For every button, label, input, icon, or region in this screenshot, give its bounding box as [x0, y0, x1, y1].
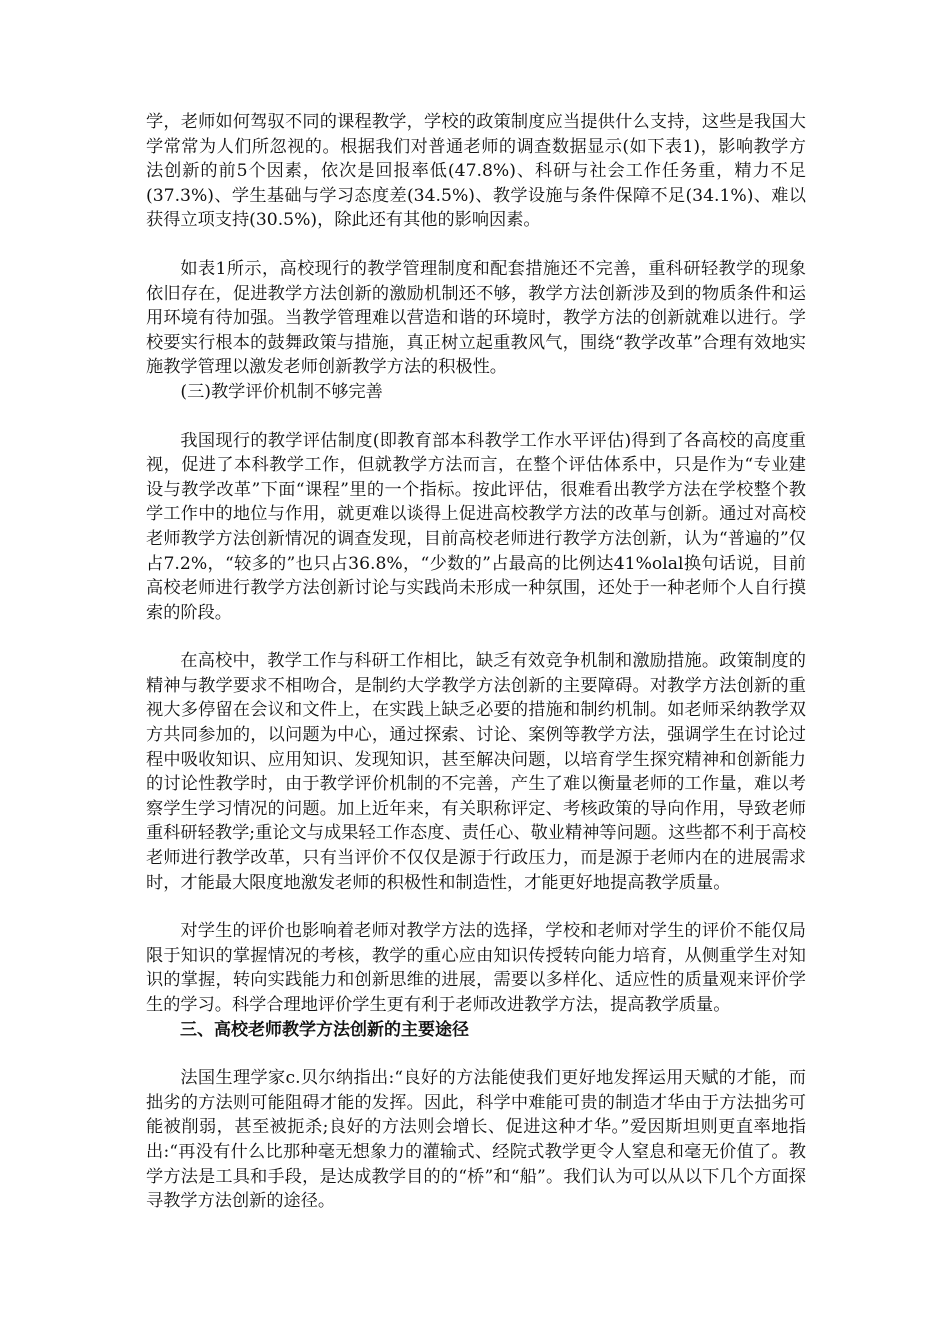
paragraph-incentive-mechanism: 在高校中，教学工作与科研工作相比，缺乏有效竞争机制和激励措施。政策制度的精神与教学要求不相吻合，是制约大学教学方法创新的主要障碍。对教学方法创新的重视大多停留在会议和文件上，在实践上缺乏必要的措施和制约机制。如老师采纳教学双方共同参加的，以问题为中心，通过探索、讨论、案例等教学方法，强调学生在讨论过程中吸收知识、应用知识、发现知识，甚至解决问题，以培育学生探究精神和创新能力的讨论性教学时，由于教学评价机制的不完善，产生了难以衡量老师的工作量，难以考察学生学习情况的问题。加上近年来，有关职称评定、考核政策的导向作用，导致老师重科研轻教学;重论文与成果轻工作态度、责任心、敬业精神等问题。这些都不利于高校老师进行教学改革，只有当评价不仅仅是源于行政压力，而是源于老师内在的进展需求时，才能最大限度地激发老师的积极性和制造性，才能更好地提高教学质量。: [146, 651, 806, 893]
paragraph-evaluation-system: 我国现行的教学评估制度(即教育部本科教学工作水平评估)得到了各高校的高度重视，促进了本科教学工作，但就教学方法而言，在整个评估体系中，只是作为“专业建设与教学改革”下面“课程”里的一个指标。按此评估，很难看出教学方法在学校整个教学工作中的地位与作用，就更难以谈得上促进高校教学方法的改革与创新。通过对高校老师教学方法创新情况的调查发现，目前高校老师进行教学方法创新，认为“普遍的”仅占7.2%，“较多的”也只占36.8%，“少数的”占最高的比例达41%olal换句话说，目前高校老师进行教学方法创新讨论与实践尚未形成一种氛围，还处于一种老师个人自行摸索的阶段。: [146, 430, 806, 623]
document-page: [146, 110, 806, 1214]
section-subheading: (三)教学评价机制不够完善: [180, 381, 383, 402]
section-heading: 三、高校老师教学方法创新的主要途径: [180, 1019, 469, 1040]
paragraph-student-evaluation: 对学生的评价也影响着老师对教学方法的选择，学校和老师对学生的评价不能仅局限于知识的掌握情况的考核，教学的重心应由知识传授转向能力培育，从侧重学生对知识的掌握，转向实践能力和创新思维的进展，需要以多样化、适应性的质量观来评价学生的学习。科学合理地评价学生更有利于老师改进教学方法，提高教学质量。: [146, 921, 806, 1015]
paragraph-continuation: 学，老师如何驾驭不同的课程教学，学校的政策制度应当提供什么支持，这些是我国大学常常为人们所忽视的。根据我们对普通老师的调查数据显示(如下表1)，影响教学方法创新的前5个因素，依次是回报率低(47.8%)、科研与社会工作任务重，精力不足(37.3%)、学生基础与学习态度差(34.5%)、教学设施与条件保障不足(34.1%)、难以获得立项支持(30.5%)，除此还有其他的影响因素。: [146, 112, 806, 231]
paragraph-table-discussion: 如表1所示，高校现行的教学管理制度和配套措施还不完善，重科研轻教学的现象依旧存在，促进教学方法创新的激励机制还不够，教学方法创新涉及到的物质条件和运用环境有待加强。当教学管理难以营造和谐的环境时，教学方法的创新就难以进行。学校要实行根本的鼓舞政策与措施，真正树立起重教风气，围绕“教学改革”合理有效地实施教学管理以激发老师创新教学方法的积极性。: [146, 258, 806, 378]
paragraph-bernard-quote: 法国生理学家c.贝尔纳指出:“良好的方法能使我们更好地发挥运用天赋的才能，而拙劣的方法则可能阻碍才能的发挥。因此，科学中难能可贵的制造才华由于方法拙劣可能被削弱，甚至被扼杀;良好的方法则会增长、促进这种才华。”爱因斯坦则更直率地指出:“再没有什么比那种毫无想象力的灌输式、经院式教学更令人窒息和毫无价值了。教学方法是工具和手段，是达成教学目的的“桥”和“船”。我们认为可以从以下几个方面探寻教学方法创新的途径。: [146, 1068, 806, 1212]
